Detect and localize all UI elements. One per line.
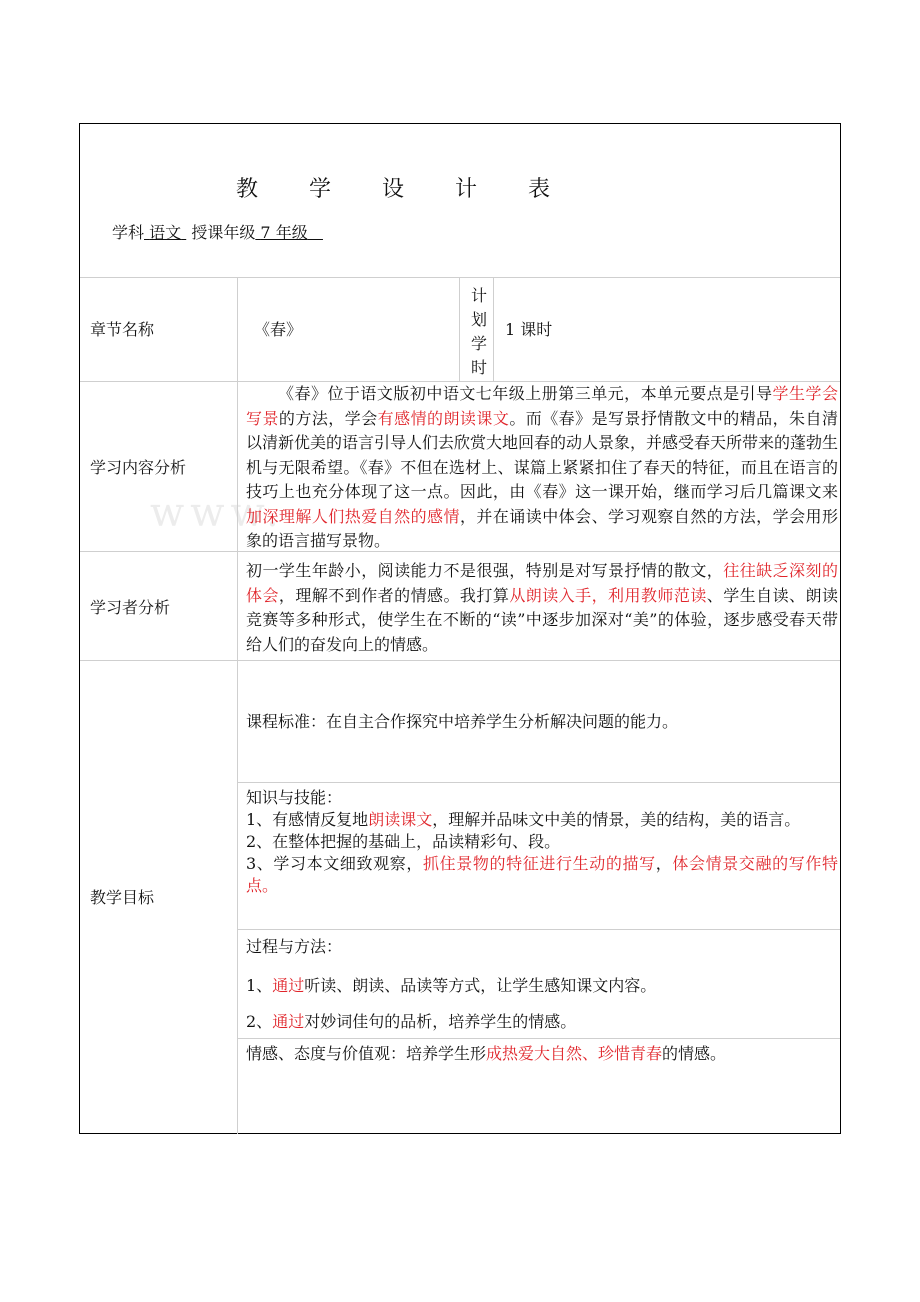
body-text: ，理解并品味文中美的情景，美的结构，美的语言。 xyxy=(432,810,801,829)
emotion-attitude-values xyxy=(246,1042,838,1067)
highlight-text: 通过 xyxy=(272,976,305,995)
body-text: 2、 xyxy=(246,1012,273,1031)
highlight-text: 体会情景交融的写作特点。 xyxy=(246,854,838,895)
column-divider xyxy=(459,277,460,381)
chapter-label: 章节名称 xyxy=(90,320,155,339)
row-divider xyxy=(238,929,840,930)
highlight-text: 往往缺乏深刻的体会 xyxy=(246,561,838,605)
process-item-2 xyxy=(246,1010,838,1035)
planned-hours-label: 计 划 学 时 xyxy=(470,286,487,377)
teaching-goals-label: 教学目标 xyxy=(90,888,155,907)
learner-analysis-label: 学习者分析 xyxy=(90,598,171,617)
chapter-value: 《春》 xyxy=(254,320,303,339)
knowledge-title: 知识与技能： xyxy=(246,788,343,807)
highlight-text: 加深理解人们热爱自然的感情 xyxy=(246,506,460,526)
body-text: 。而《春》是写景抒情散文中的精品，朱自清以清新优美的语言引导人们去欣赏大地回春的动人景象，并感受春天所带来的蓬勃生机与无限希望。《春》不但在选材上、谋篇上紧紧扣住了春天的特征，而且在语言的技巧上也充分体现了这一点。因此，由《春》这一课开始，继而学习后几篇课文来 xyxy=(246,408,839,501)
body-text: 、学生自读、朗读竞赛等多种形式，使学生在不断的“读”中逐步加深对“美”的体验，逐步感受春天带给人们的奋发向上的情感。 xyxy=(246,585,838,654)
knowledge-item-3 xyxy=(246,853,838,897)
knowledge-item-1 xyxy=(246,809,838,831)
body-text: 1、有感情反复地 xyxy=(246,810,369,829)
body-text: 的情感。 xyxy=(662,1044,727,1063)
subject-label: 学科 xyxy=(112,223,145,242)
learner-analysis-text xyxy=(246,559,838,657)
body-text: 3、学习本文细致观察， xyxy=(246,854,424,873)
body-text: 对妙词佳句的品析，培养学生的情感。 xyxy=(304,1012,577,1031)
body-text: ，理解不到作者的情感。我打算 xyxy=(278,585,510,605)
body-text: 《春》位于语文版初中语文七年级上册第三单元，本单元要点是引导 xyxy=(278,384,773,403)
grade-value: 7 年级 xyxy=(260,223,308,242)
content-analysis-text xyxy=(246,382,838,554)
highlight-text: 有感情的朗读课文 xyxy=(377,408,510,428)
knowledge-item-2: 2、在整体把握的基础上，品读精彩句、段。 xyxy=(246,832,561,851)
subject-line xyxy=(112,220,323,243)
body-text: 的方法，学会 xyxy=(278,408,378,428)
body-text: ， xyxy=(655,854,673,873)
grade-label: 授课年级 xyxy=(191,223,256,242)
row-divider xyxy=(80,660,840,661)
highlight-text: 通过 xyxy=(272,1012,305,1031)
planned-hours-value: 1 课时 xyxy=(505,320,553,339)
highlight-text: 抓住景物的特征进行生动的描写 xyxy=(423,854,656,873)
column-divider xyxy=(237,277,238,1134)
body-text: 情感、态度与价值观：培养学生形 xyxy=(246,1044,487,1063)
row-divider xyxy=(238,1038,840,1039)
body-text: 听读、朗读、品读等方式，让学生感知课文内容。 xyxy=(304,976,657,995)
highlight-text: 学生学会写景 xyxy=(246,384,838,428)
lesson-design-table xyxy=(79,123,841,1134)
process-title: 过程与方法： xyxy=(246,937,343,956)
body-text: 初一学生年龄小，阅读能力不是很强，特别是对写景抒情的散文， xyxy=(246,561,724,580)
body-text: 1、 xyxy=(246,976,273,995)
knowledge-skills-block xyxy=(246,787,838,897)
process-item-1 xyxy=(246,974,838,999)
highlight-text: 成热爱大自然、珍惜青春 xyxy=(486,1044,663,1063)
highlight-text: 从朗读入手，利用教师范读 xyxy=(509,585,707,605)
column-divider xyxy=(493,277,494,381)
watermark: www. xyxy=(150,490,285,536)
subject-value: 语文 xyxy=(149,223,182,242)
highlight-text: 朗读课文 xyxy=(368,810,433,829)
row-divider xyxy=(238,782,840,783)
body-text: ，并在诵读中体会、学习观察自然的方法，学会用形象的语言描写景物。 xyxy=(246,506,838,550)
content-analysis-label: 学习内容分析 xyxy=(90,458,187,477)
row-divider xyxy=(80,277,840,278)
page-title: 教 学 设 计 表 xyxy=(236,177,572,202)
curriculum-standard: 课程标准：在自主合作探究中培养学生分析解决问题的能力。 xyxy=(246,712,679,731)
